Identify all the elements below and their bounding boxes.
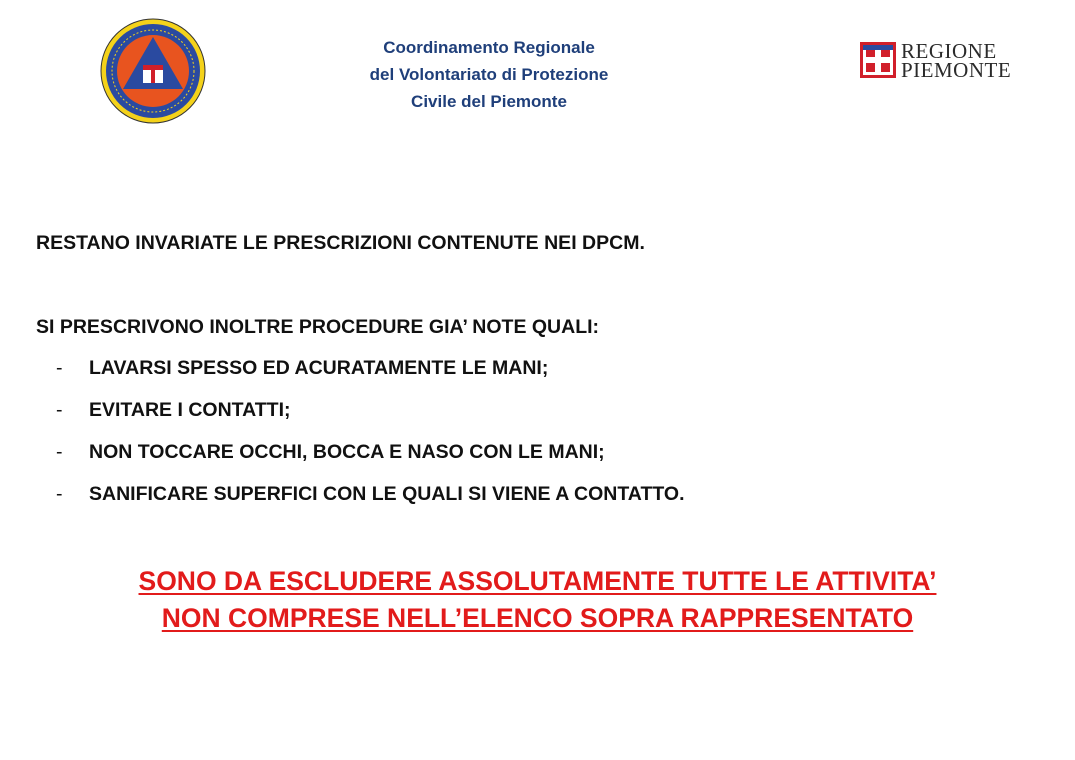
warning-line-2: NON COMPRESE NELL’ELENCO SOPRA RAPPRESENTATO bbox=[161, 603, 914, 633]
regione-piemonte-logo bbox=[860, 39, 1012, 82]
list-item bbox=[56, 399, 290, 422]
list-item bbox=[56, 441, 605, 464]
org-name-line-1: Coordinamento Regionale bbox=[383, 38, 595, 57]
warning-line-1: SONO DA ESCLUDERE ASSOLUTAMENTE TUTTE LE ATTIVITA’ bbox=[138, 566, 937, 596]
bullet-marker: - bbox=[56, 357, 63, 379]
bullet-marker: - bbox=[56, 483, 63, 505]
logo-word-regione: REGIONE bbox=[901, 39, 997, 63]
org-name-line-2: del Volontariato di Protezione bbox=[369, 65, 609, 84]
bullet-marker: - bbox=[56, 441, 63, 463]
list-item-text: EVITARE I CONTATTI; bbox=[89, 399, 291, 421]
list-item bbox=[56, 357, 548, 380]
list-item-text: NON TOCCARE OCCHI, BOCCA E NASO CON LE MANI; bbox=[89, 441, 605, 463]
list-item bbox=[56, 483, 685, 506]
dpcm-statement: RESTANO INVARIATE LE PRESCRIZIONI CONTENUTE NEI DPCM. bbox=[36, 232, 645, 254]
org-name-line-3: Civile del Piemonte bbox=[411, 92, 567, 111]
regione-piemonte-flag-icon bbox=[860, 42, 896, 78]
civil-protection-logo bbox=[99, 17, 207, 125]
civil-protection-emblem-icon bbox=[99, 17, 207, 125]
list-item-text: LAVARSI SPESSO ED ACURATAMENTE LE MANI; bbox=[89, 357, 549, 379]
logo-word-piemonte: PIEMONTE bbox=[901, 58, 1012, 82]
bullet-marker: - bbox=[56, 399, 63, 421]
organization-header bbox=[300, 34, 678, 115]
list-item-text: SANIFICARE SUPERFICI CON LE QUALI SI VIENE A CONTATTO. bbox=[89, 483, 685, 505]
procedures-intro: SI PRESCRIVONO INOLTRE PROCEDURE GIA’ NOTE QUALI: bbox=[36, 316, 600, 338]
